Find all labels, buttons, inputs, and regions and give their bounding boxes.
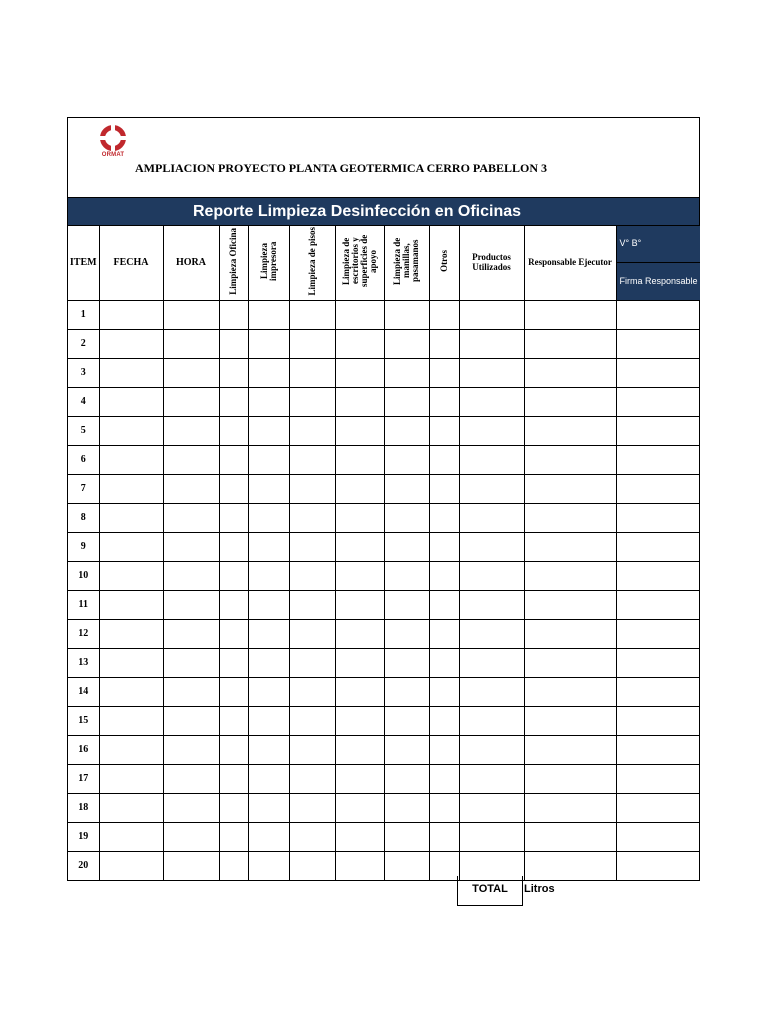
row-cell[interactable] xyxy=(384,358,429,387)
unit-label: Litros xyxy=(524,883,555,895)
row-cell[interactable] xyxy=(289,561,335,590)
row-cell[interactable] xyxy=(335,706,384,735)
row-cell[interactable] xyxy=(335,851,384,880)
total-row xyxy=(457,876,677,906)
row-cell[interactable] xyxy=(163,793,219,822)
row-cell[interactable] xyxy=(429,300,459,329)
row-cell[interactable] xyxy=(99,706,163,735)
row-cell[interactable] xyxy=(219,387,248,416)
row-cell[interactable] xyxy=(163,764,219,793)
row-cell[interactable] xyxy=(99,358,163,387)
row-cell[interactable] xyxy=(616,300,700,329)
row-cell[interactable] xyxy=(289,474,335,503)
row-cell[interactable] xyxy=(384,822,429,851)
row-cell[interactable] xyxy=(429,329,459,358)
row-cell[interactable] xyxy=(99,329,163,358)
row-cell[interactable] xyxy=(248,793,289,822)
row-cell[interactable] xyxy=(459,590,524,619)
row-cell[interactable] xyxy=(219,619,248,648)
row-cell[interactable] xyxy=(429,474,459,503)
row-cell[interactable] xyxy=(335,358,384,387)
row-cell[interactable] xyxy=(248,300,289,329)
table-row xyxy=(68,561,700,590)
row-item-number: 9 xyxy=(68,532,99,561)
row-cell[interactable] xyxy=(219,445,248,474)
row-cell[interactable] xyxy=(99,300,163,329)
row-cell[interactable] xyxy=(524,619,616,648)
row-cell[interactable] xyxy=(616,764,700,793)
row-cell[interactable] xyxy=(335,764,384,793)
row-cell[interactable] xyxy=(524,329,616,358)
row-cell[interactable] xyxy=(524,300,616,329)
row-cell[interactable] xyxy=(99,619,163,648)
row-cell[interactable] xyxy=(163,300,219,329)
row-cell[interactable] xyxy=(289,329,335,358)
row-cell[interactable] xyxy=(289,706,335,735)
row-cell[interactable] xyxy=(289,677,335,706)
row-item-number: 3 xyxy=(68,358,99,387)
row-cell[interactable] xyxy=(459,329,524,358)
col-otros: Otros xyxy=(429,226,459,300)
row-cell[interactable] xyxy=(335,503,384,532)
row-item-number: 20 xyxy=(68,851,99,880)
row-cell[interactable] xyxy=(99,474,163,503)
row-cell[interactable] xyxy=(524,358,616,387)
row-cell[interactable] xyxy=(429,416,459,445)
ormat-logo-icon xyxy=(99,124,127,152)
col-limpieza-pisos: Limpieza de pisos xyxy=(289,226,335,300)
row-item-number: 4 xyxy=(68,387,99,416)
row-item-number: 8 xyxy=(68,503,99,532)
row-cell[interactable] xyxy=(219,793,248,822)
row-cell[interactable] xyxy=(248,822,289,851)
row-cell[interactable] xyxy=(163,445,219,474)
row-cell[interactable] xyxy=(99,764,163,793)
row-cell[interactable] xyxy=(384,793,429,822)
row-cell[interactable] xyxy=(384,300,429,329)
title-block xyxy=(68,118,699,198)
col-fecha: FECHA xyxy=(99,226,163,300)
row-cell[interactable] xyxy=(616,503,700,532)
row-cell[interactable] xyxy=(335,590,384,619)
row-cell[interactable] xyxy=(163,590,219,619)
row-cell[interactable] xyxy=(524,445,616,474)
row-cell[interactable] xyxy=(219,822,248,851)
row-cell[interactable] xyxy=(335,677,384,706)
row-cell[interactable] xyxy=(335,445,384,474)
row-cell[interactable] xyxy=(248,358,289,387)
row-cell[interactable] xyxy=(384,764,429,793)
table-row xyxy=(68,300,700,329)
row-item-number: 14 xyxy=(68,677,99,706)
table-row xyxy=(68,445,700,474)
row-cell[interactable] xyxy=(248,474,289,503)
row-cell[interactable] xyxy=(459,677,524,706)
row-cell[interactable] xyxy=(248,706,289,735)
row-cell[interactable] xyxy=(99,561,163,590)
row-cell[interactable] xyxy=(219,474,248,503)
row-cell[interactable] xyxy=(616,474,700,503)
row-cell[interactable] xyxy=(459,358,524,387)
report-title: Reporte Limpieza Desinfección en Oficinas xyxy=(192,202,522,220)
row-cell[interactable] xyxy=(616,445,700,474)
row-item-number: 13 xyxy=(68,648,99,677)
row-cell[interactable] xyxy=(99,793,163,822)
row-cell[interactable] xyxy=(219,851,248,880)
row-cell[interactable] xyxy=(99,735,163,764)
row-cell[interactable] xyxy=(289,387,335,416)
row-cell[interactable] xyxy=(163,387,219,416)
row-cell[interactable] xyxy=(163,329,219,358)
row-cell[interactable] xyxy=(459,416,524,445)
row-cell[interactable] xyxy=(163,619,219,648)
row-item-number: 18 xyxy=(68,793,99,822)
row-cell[interactable] xyxy=(248,677,289,706)
row-cell[interactable] xyxy=(248,503,289,532)
row-cell[interactable] xyxy=(616,387,700,416)
row-cell[interactable] xyxy=(616,648,700,677)
row-cell[interactable] xyxy=(335,793,384,822)
table-row xyxy=(68,474,700,503)
table-row xyxy=(68,387,700,416)
row-item-number: 15 xyxy=(68,706,99,735)
row-item-number: 12 xyxy=(68,619,99,648)
row-cell[interactable] xyxy=(524,561,616,590)
row-cell[interactable] xyxy=(459,474,524,503)
row-cell[interactable] xyxy=(163,474,219,503)
row-cell[interactable] xyxy=(429,793,459,822)
row-cell[interactable] xyxy=(335,329,384,358)
row-cell[interactable] xyxy=(99,445,163,474)
table-row xyxy=(68,648,700,677)
row-cell[interactable] xyxy=(384,387,429,416)
row-cell[interactable] xyxy=(524,590,616,619)
row-cell[interactable] xyxy=(459,648,524,677)
row-cell[interactable] xyxy=(335,648,384,677)
row-cell[interactable] xyxy=(163,706,219,735)
row-cell[interactable] xyxy=(219,329,248,358)
table-row xyxy=(68,793,700,822)
row-cell[interactable] xyxy=(524,416,616,445)
row-cell[interactable] xyxy=(289,300,335,329)
row-cell[interactable] xyxy=(459,764,524,793)
row-cell[interactable] xyxy=(248,648,289,677)
row-cell[interactable] xyxy=(459,619,524,648)
table-row xyxy=(68,706,700,735)
row-cell[interactable] xyxy=(163,735,219,764)
row-cell[interactable] xyxy=(459,532,524,561)
row-cell[interactable] xyxy=(248,590,289,619)
row-cell[interactable] xyxy=(219,561,248,590)
row-cell[interactable] xyxy=(248,561,289,590)
row-cell[interactable] xyxy=(459,706,524,735)
row-cell[interactable] xyxy=(384,851,429,880)
row-cell[interactable] xyxy=(335,474,384,503)
row-cell[interactable] xyxy=(616,561,700,590)
row-cell[interactable] xyxy=(524,735,616,764)
row-cell[interactable] xyxy=(248,445,289,474)
report-title-band xyxy=(68,198,699,226)
row-cell[interactable] xyxy=(459,503,524,532)
row-cell[interactable] xyxy=(616,532,700,561)
row-cell[interactable] xyxy=(289,764,335,793)
row-cell[interactable] xyxy=(289,619,335,648)
row-cell[interactable] xyxy=(429,648,459,677)
row-cell[interactable] xyxy=(248,764,289,793)
row-cell[interactable] xyxy=(335,532,384,561)
row-item-number: 7 xyxy=(68,474,99,503)
row-cell[interactable] xyxy=(219,706,248,735)
logo-text: ORMAT xyxy=(101,152,125,158)
row-cell[interactable] xyxy=(384,474,429,503)
row-cell[interactable] xyxy=(384,677,429,706)
row-cell[interactable] xyxy=(219,416,248,445)
row-cell[interactable] xyxy=(384,648,429,677)
row-cell[interactable] xyxy=(384,329,429,358)
table-row xyxy=(68,329,700,358)
row-cell[interactable] xyxy=(524,503,616,532)
row-cell[interactable] xyxy=(429,387,459,416)
row-cell[interactable] xyxy=(289,793,335,822)
table-row xyxy=(68,619,700,648)
row-cell[interactable] xyxy=(163,358,219,387)
row-cell[interactable] xyxy=(248,387,289,416)
report-sheet xyxy=(67,117,700,881)
table-body xyxy=(68,300,700,880)
row-cell[interactable] xyxy=(524,474,616,503)
row-cell[interactable] xyxy=(219,648,248,677)
row-item-number: 11 xyxy=(68,590,99,619)
row-cell[interactable] xyxy=(335,561,384,590)
col-limpieza-oficina: Limpieza Oficina xyxy=(219,226,248,300)
row-cell[interactable] xyxy=(248,735,289,764)
row-item-number: 5 xyxy=(68,416,99,445)
row-cell[interactable] xyxy=(163,822,219,851)
row-cell[interactable] xyxy=(289,590,335,619)
table-row xyxy=(68,590,700,619)
row-cell[interactable] xyxy=(99,416,163,445)
row-cell[interactable] xyxy=(99,532,163,561)
row-cell[interactable] xyxy=(384,445,429,474)
row-cell[interactable] xyxy=(289,532,335,561)
col-limpieza-impresora: Limpieza impresora xyxy=(248,226,289,300)
row-cell[interactable] xyxy=(163,561,219,590)
row-cell[interactable] xyxy=(99,648,163,677)
col-vb: V° B° xyxy=(616,226,700,263)
row-cell[interactable] xyxy=(616,590,700,619)
row-cell[interactable] xyxy=(459,561,524,590)
row-cell[interactable] xyxy=(163,503,219,532)
row-cell[interactable] xyxy=(99,851,163,880)
col-productos: Productos Utilizados xyxy=(459,226,524,300)
row-cell[interactable] xyxy=(616,358,700,387)
table-row xyxy=(68,822,700,851)
table-row xyxy=(68,416,700,445)
row-cell[interactable] xyxy=(99,590,163,619)
row-cell[interactable] xyxy=(459,387,524,416)
row-cell[interactable] xyxy=(616,822,700,851)
row-cell[interactable] xyxy=(429,677,459,706)
row-cell[interactable] xyxy=(524,648,616,677)
row-item-number: 19 xyxy=(68,822,99,851)
row-cell[interactable] xyxy=(429,706,459,735)
row-cell[interactable] xyxy=(459,822,524,851)
row-cell[interactable] xyxy=(219,590,248,619)
row-cell[interactable] xyxy=(429,619,459,648)
row-cell[interactable] xyxy=(99,677,163,706)
row-cell[interactable] xyxy=(524,387,616,416)
row-cell[interactable] xyxy=(429,735,459,764)
row-cell[interactable] xyxy=(219,764,248,793)
row-cell[interactable] xyxy=(163,851,219,880)
row-cell[interactable] xyxy=(335,387,384,416)
row-cell[interactable] xyxy=(219,300,248,329)
row-cell[interactable] xyxy=(335,619,384,648)
row-cell[interactable] xyxy=(219,358,248,387)
row-cell[interactable] xyxy=(384,590,429,619)
row-item-number: 1 xyxy=(68,300,99,329)
row-cell[interactable] xyxy=(289,503,335,532)
row-cell[interactable] xyxy=(219,677,248,706)
row-cell[interactable] xyxy=(429,532,459,561)
row-item-number: 6 xyxy=(68,445,99,474)
total-label: TOTAL xyxy=(457,876,523,906)
row-cell[interactable] xyxy=(384,503,429,532)
row-cell[interactable] xyxy=(524,532,616,561)
row-cell[interactable] xyxy=(99,387,163,416)
row-cell[interactable] xyxy=(219,532,248,561)
col-hora: HORA xyxy=(163,226,219,300)
row-cell[interactable] xyxy=(384,706,429,735)
table-row xyxy=(68,503,700,532)
row-cell[interactable] xyxy=(163,677,219,706)
row-cell[interactable] xyxy=(524,793,616,822)
table-row xyxy=(68,764,700,793)
row-cell[interactable] xyxy=(429,764,459,793)
row-cell[interactable] xyxy=(524,764,616,793)
col-limpieza-escritorios: Limpieza de escritorios y superficies de apoyo xyxy=(335,226,384,300)
row-cell[interactable] xyxy=(335,416,384,445)
col-responsable-ejecutor: Responsable Ejecutor xyxy=(524,226,616,300)
row-cell[interactable] xyxy=(616,329,700,358)
row-cell[interactable] xyxy=(219,735,248,764)
row-cell[interactable] xyxy=(248,416,289,445)
row-cell[interactable] xyxy=(616,793,700,822)
table-row xyxy=(68,735,700,764)
row-cell[interactable] xyxy=(384,532,429,561)
row-cell[interactable] xyxy=(248,851,289,880)
row-cell[interactable] xyxy=(163,416,219,445)
row-cell[interactable] xyxy=(616,677,700,706)
row-cell[interactable] xyxy=(429,358,459,387)
row-cell[interactable] xyxy=(429,503,459,532)
row-cell[interactable] xyxy=(99,503,163,532)
row-cell[interactable] xyxy=(163,648,219,677)
row-cell[interactable] xyxy=(289,416,335,445)
row-cell[interactable] xyxy=(459,793,524,822)
row-cell[interactable] xyxy=(289,851,335,880)
row-cell[interactable] xyxy=(289,648,335,677)
table-row xyxy=(68,532,700,561)
row-cell[interactable] xyxy=(429,822,459,851)
row-cell[interactable] xyxy=(335,822,384,851)
row-cell[interactable] xyxy=(335,735,384,764)
row-cell[interactable] xyxy=(524,706,616,735)
table-row xyxy=(68,677,700,706)
row-cell[interactable] xyxy=(524,677,616,706)
row-cell[interactable] xyxy=(384,735,429,764)
row-cell[interactable] xyxy=(429,445,459,474)
row-item-number: 10 xyxy=(68,561,99,590)
row-cell[interactable] xyxy=(289,445,335,474)
row-cell[interactable] xyxy=(384,561,429,590)
row-cell[interactable] xyxy=(289,735,335,764)
row-cell[interactable] xyxy=(248,619,289,648)
row-cell[interactable] xyxy=(163,532,219,561)
company-logo xyxy=(96,124,130,158)
row-cell[interactable] xyxy=(616,619,700,648)
col-firma-responsable: Firma Responsable xyxy=(616,263,700,300)
row-cell[interactable] xyxy=(248,532,289,561)
row-cell[interactable] xyxy=(429,851,459,880)
row-cell[interactable] xyxy=(459,735,524,764)
project-title: AMPLIACION PROYECTO PLANTA GEOTERMICA CERRO PABELLON 3 xyxy=(135,161,548,175)
row-cell[interactable] xyxy=(616,735,700,764)
row-item-number: 17 xyxy=(68,764,99,793)
row-cell[interactable] xyxy=(616,706,700,735)
row-item-number: 2 xyxy=(68,329,99,358)
row-cell[interactable] xyxy=(524,822,616,851)
row-item-number: 16 xyxy=(68,735,99,764)
col-limpieza-manillas: Limpieza de manillas, pasamanos xyxy=(384,226,429,300)
row-cell[interactable] xyxy=(459,445,524,474)
row-cell[interactable] xyxy=(219,503,248,532)
row-cell[interactable] xyxy=(289,822,335,851)
row-cell[interactable] xyxy=(384,416,429,445)
row-cell[interactable] xyxy=(248,329,289,358)
row-cell[interactable] xyxy=(289,358,335,387)
row-cell[interactable] xyxy=(459,300,524,329)
row-cell[interactable] xyxy=(429,561,459,590)
cleaning-log-table xyxy=(68,226,700,880)
col-item: ITEM xyxy=(68,226,99,300)
row-cell[interactable] xyxy=(616,416,700,445)
row-cell[interactable] xyxy=(99,822,163,851)
row-cell[interactable] xyxy=(335,300,384,329)
row-cell[interactable] xyxy=(429,590,459,619)
row-cell[interactable] xyxy=(384,619,429,648)
table-row xyxy=(68,358,700,387)
